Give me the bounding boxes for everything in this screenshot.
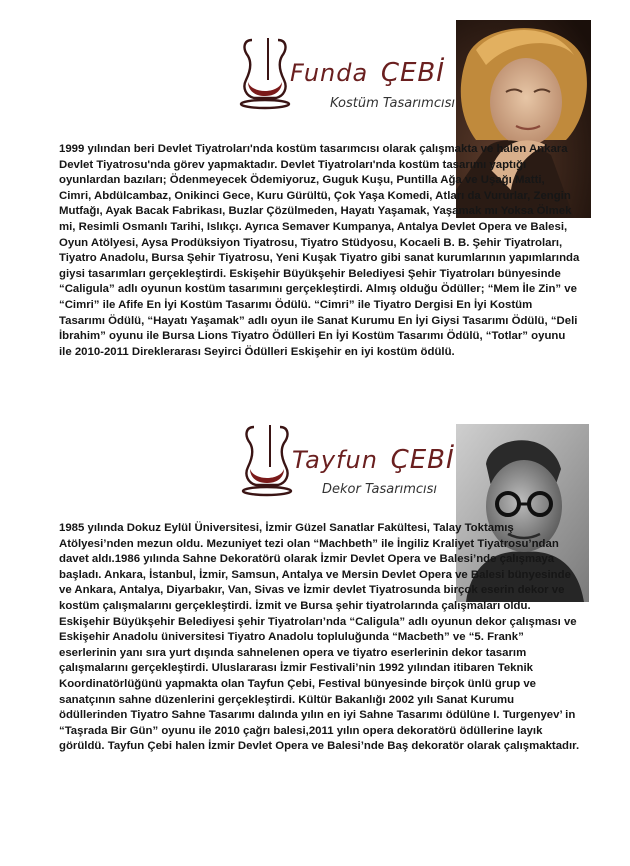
role-costume-designer: Kostüm Tasarımcısı [330,96,455,111]
role-set-designer: Dekor Tasarımcısı [322,482,438,497]
bio-funda: 1999 yılından beri Devlet Tiyatroları'nda kostüm tasarımcısı olarak çalışmakta ve halen Ankara Devlet Tiyatrosu'nda görev yapmaktadır. Devlet Tiyatroları'nda kostüm tasarımı yaptığı oyunlardan bazıları; Ödenmeyecek Ödemiyoruz, Guguk Kuşu, Puntilla Ağa ve Uşağı Matti, Cimri, Abdülcambaz, Onikinci Gece, Kuru Gürültü, Çok Yaşa Komedi, Atları da Vururlar, Zengin Mutfağı, Ayak Bacak Fabrikası, Buzlar Çözülmeden, Hayatı Yaşamak, Yaşamak mı Yoksa Ölmek mi, Resimli Osmanlı Tarihi, Islıkçı. Ayrıca Semaver Kumpanya, Antalya Devlet Opera ve Balesi, Oyun Atölyesi, Aysa Prodüksiyon Tiyatrosu, Tiyatro Stüdyosu, Kocaeli B. B. Şehir Tiyatroları, Tiyatro Anadolu, Bursa Şehir Tiyatrosu, Yeni Kuşak Tiyatro gibi sanat kurumlarının yapımlarında giysi tasarımları gerçekleştirdi. Eskişehir Büyükşehir Belediyesi Şehir Tiyatroları bünyesinde “Caligula” adlı oyunun kostüm tasarımını gerçekleştirdi. Almış olduğu Ödüller; “Mem İle Zin” ve “Cimri” ile Afife En İyi Kostüm Tasarımı Ödülü. “Cimri” ile Tiyatro Dergisi En İyi Kostüm Tasarımı Ödülü, “Hayatı Yaşamak” adlı oyun ile Sanat Kurumu En İyi Giysi Tasarımı Ödülü, “Deli İbrahim” oyunu ile Bursa Lions Tiyatro Ödülleri En İyi Kostüm Tasarımı Ödülü, “Totlar” oyunu ile 2010-2011 Direklerarası Seyirci Ödülleri Eskişehir en iyi kostüm ödülü. [59,143,580,358]
bio-tayfun: 1985 yılında Dokuz Eylül Üniversitesi, İzmir Güzel Sanatlar Fakültesi, Talay Toktamış Atölyesi’nden mezun oldu. Mezuniyet tezi olan “Machbeth” ile İngiliz Kraliyet Tiyatrosu’ndan davet aldı.1986 yılında Sahne Dekoratörü olarak İzmir Devlet Opera ve Balesi’nde çalışmaya başladı. Ankara, İstanbul, İzmir, Samsun, Antalya ve Mersin Devlet Opera ve Balesi bünyesinde ve Ankara, Antalya, Diyarbakır, Van, Sivas ve İzmir devlet Tiyatrosunda birçok eserin dekor ve kostüm çalışmalarını gerçekleştirdi. İzmit ve Bursa şehir tiyatrolarında çalışmaları oldu. Eskişehir Büyükşehir Belediyesi şehir Tiyatroları’nda “Caligula” adlı oyunun dekor çalışması ve Eskişehir Anadolu üniversitesi Tiyatro Anadolu topluluğunda “Macbeth” ve “5. Frank” eserlerinin yanı sıra yurt dışında sahnelenen opera ve tiyatro eserlerinin dekor tasarım çalışmalarını gerçekleştirdi. Uluslararası İzmir Festivali’nin 1992 yılından itibaren Teknik Koordinatörlüğünü yapmakta olan Tayfun Çebi, Festival bünyesinde birçok ünlü grup ve sanatçının sahne düzenlerini gerçekleştirdi. Kültür Bakanlığı 2002 yılı Sanat Kurumu ödüllerinden Tiyatro Sahne Tasarımı dalında yılın en iyi Sahne Tasarımı ödülüne I. Turgenyev’ in “Taşrada Bir Gün” oyunu ile 2010 çağrı balesi,2011 yılın opera dekoratörü ödüllerine layık görüldü. Tayfun Çebi halen İzmir Devlet Opera ve Balesi’nde Baş dekoratör olarak çalışmaktadır. [59,522,580,753]
tea-glass-logo [238,36,292,110]
name-tayfun: Tayfun ÇEBİ [292,445,455,475]
tea-glass-logo [240,423,294,497]
name-funda: Funda ÇEBİ [290,58,445,88]
